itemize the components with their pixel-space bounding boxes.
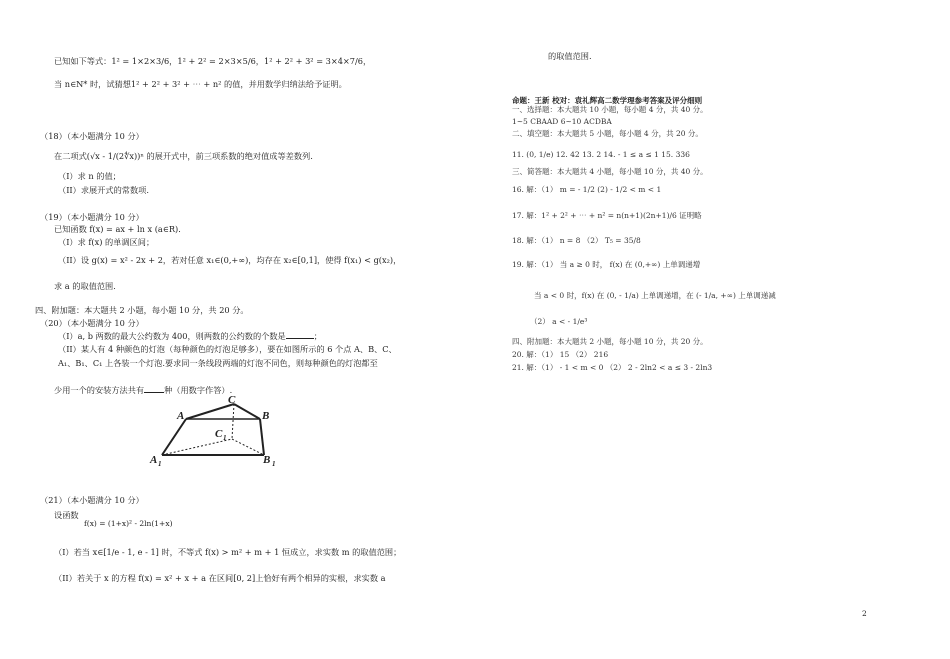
q20-part2-cont: A₁、B₁、C₁ 上各装一个灯泡.要求同一条线段两端的灯泡不同色，则每种颜色的灯泡都至 xyxy=(58,358,378,368)
answer-blank xyxy=(286,330,314,339)
answer-row-12: 四、附加题：本大题共 2 小题，每小题 10 分，共 20 分。 xyxy=(512,337,708,346)
label-C1-sub: 1 xyxy=(223,434,227,442)
q20-part1-end: ； xyxy=(313,331,322,341)
label-C: C xyxy=(228,395,236,406)
answer-row-9: 19. 解：（1） 当 a ≥ 0 时， f(x) 在 (0,+∞) 上单调递增 xyxy=(512,260,701,269)
answer-blank xyxy=(144,384,164,393)
edge-CB xyxy=(234,404,260,419)
answer-row-10: 当 a < 0 时，f(x) 在 (0, - 1/a) 上单调递增，在 (- 1/a, +∞) 上单调递减 xyxy=(534,291,776,300)
intro-line-2: 当 n∈N* 时，试猜想1² + 2² + 3² + ⋯ + n² 的值，并用数学归纳法给予证明。 xyxy=(54,79,347,89)
q19-part2: （II）设 g(x) = x² - 2x + 2，若对任意 x₁∈(0,+∞)，均存在 x₂∈[0,1]，使得 f(x₁) < g(x₂)， xyxy=(58,255,402,265)
page-number: 2 xyxy=(862,609,867,618)
edge-CC1 xyxy=(232,404,234,439)
q21-stem-formula: f(x) = (1+x)² - 2ln(1+x) xyxy=(84,519,173,528)
q20-part2-end: 种（用数字作答）. xyxy=(164,385,233,395)
section4-heading: 四、附加题：本大题共 2 小题，每小题 10 分，共 20 分。 xyxy=(35,305,249,315)
label-C1: C xyxy=(215,428,223,440)
answer-row-2: 1~5 CBAAD 6~10 ACDBA xyxy=(512,117,612,126)
right-top-continuation: 的取值范围. xyxy=(548,51,592,61)
q20-part1 xyxy=(58,330,322,340)
label-A1-sub: 1 xyxy=(158,460,162,467)
q20-part2: （II）某人有 4 种颜色的灯泡（每种颜色的灯泡足够多），要在如图所示的 6 个点 A、B、C、 xyxy=(58,344,397,354)
q18-part2: （II）求展开式的常数项. xyxy=(58,185,149,195)
q19-stem: 已知函数 f(x) = ax + ln x (a∈R)． xyxy=(54,224,187,234)
answer-key-header: 命题：王新 校对：袁礼辉高二数学理参考答案及评分细则 xyxy=(512,96,703,105)
q19-heading: （19）（本小题满分 10 分） xyxy=(40,212,144,222)
q19-part1: （I）求 f(x) 的单调区间； xyxy=(58,237,155,247)
answer-row-7: 17. 解：1² + 2² + ⋯ + n² = n(n+1)(2n+1)/6 证明略 xyxy=(512,211,702,220)
answer-row-5: 三、简答题：本大题共 4 小题，每小题 10 分，共 40 分。 xyxy=(512,167,708,176)
q20-heading: （20）（本小题满分 10 分） xyxy=(40,318,144,328)
prism-figure xyxy=(148,395,288,467)
edge-BB1 xyxy=(260,419,264,455)
edge-A1C1 xyxy=(162,439,232,455)
q21-part1: （I）若当 x∈[1/e - 1, e - 1] 时，不等式 f(x) > m² + m + 1 恒成立，求实数 m 的取值范围； xyxy=(54,547,402,557)
q21-part2: （II）若关于 x 的方程 f(x) = x² + x + a 在区间[0, 2]上恰好有两个相异的实根，求实数 a xyxy=(54,573,386,583)
answer-row-6: 16. 解：（1） m = - 1/2 (2) - 1/2 < m < 1 xyxy=(512,185,662,194)
edge-C1B1 xyxy=(232,439,264,455)
answer-row-3: 二、填空题：本大题共 5 小题，每小题 4 分，共 20 分。 xyxy=(512,129,703,138)
edge-AC xyxy=(186,404,234,419)
answer-row-4: 11. (0, 1/e) 12. 42 13. 2 14. - 1 ≤ a ≤ 1 15. 336 xyxy=(512,150,690,159)
q20-part2-cont2 xyxy=(54,384,232,394)
q19-part2-cont: 求 a 的取值范围． xyxy=(54,281,122,291)
q20-part2-text: 少用一个的安装方法共有 xyxy=(54,385,145,395)
q18-part1: （I）求 n 的值； xyxy=(58,171,121,181)
answer-row-1: 一、选择题：本大题共 10 小题，每小题 4 分，共 40 分。 xyxy=(512,105,708,114)
label-B1-sub: 1 xyxy=(272,460,276,467)
q21-heading: （21）（本小题满分 10 分） xyxy=(40,495,144,505)
answer-row-14: 21. 解：（1） - 1 < m < 0 （2） 2 - 2ln2 < a ≤ 3 - 2ln3 xyxy=(512,363,713,372)
answer-row-11: （2） a < - 1/e³ xyxy=(530,317,588,326)
q18-heading: （18）（本小题满分 10 分） xyxy=(40,131,144,141)
q18-stem: 在二项式(√x - 1/(2∜x))ⁿ 的展开式中，前三项系数的绝对值成等差数列. xyxy=(54,151,313,161)
label-A: A xyxy=(177,410,185,422)
label-B: B xyxy=(262,410,270,422)
label-B1: B xyxy=(263,454,271,466)
q21-stem-label: 设函数 xyxy=(54,510,79,520)
edge-AA1 xyxy=(162,419,186,455)
answer-row-13: 20. 解：（1） 15 （2） 216 xyxy=(512,350,609,359)
intro-line-1: 已知如下等式：1² = 1×2×3/6，1² + 2² = 2×3×5/6，1² + 2² + 3² = 3×4×7/6， xyxy=(54,56,372,66)
answer-row-8: 18. 解：（1） n = 8 （2） T₅ = 35/8 xyxy=(512,236,641,245)
label-A1: A xyxy=(150,454,158,466)
q20-part1-text: （I）a, b 两数的最大公约数为 400，则两数的公约数的个数是 xyxy=(58,331,286,341)
